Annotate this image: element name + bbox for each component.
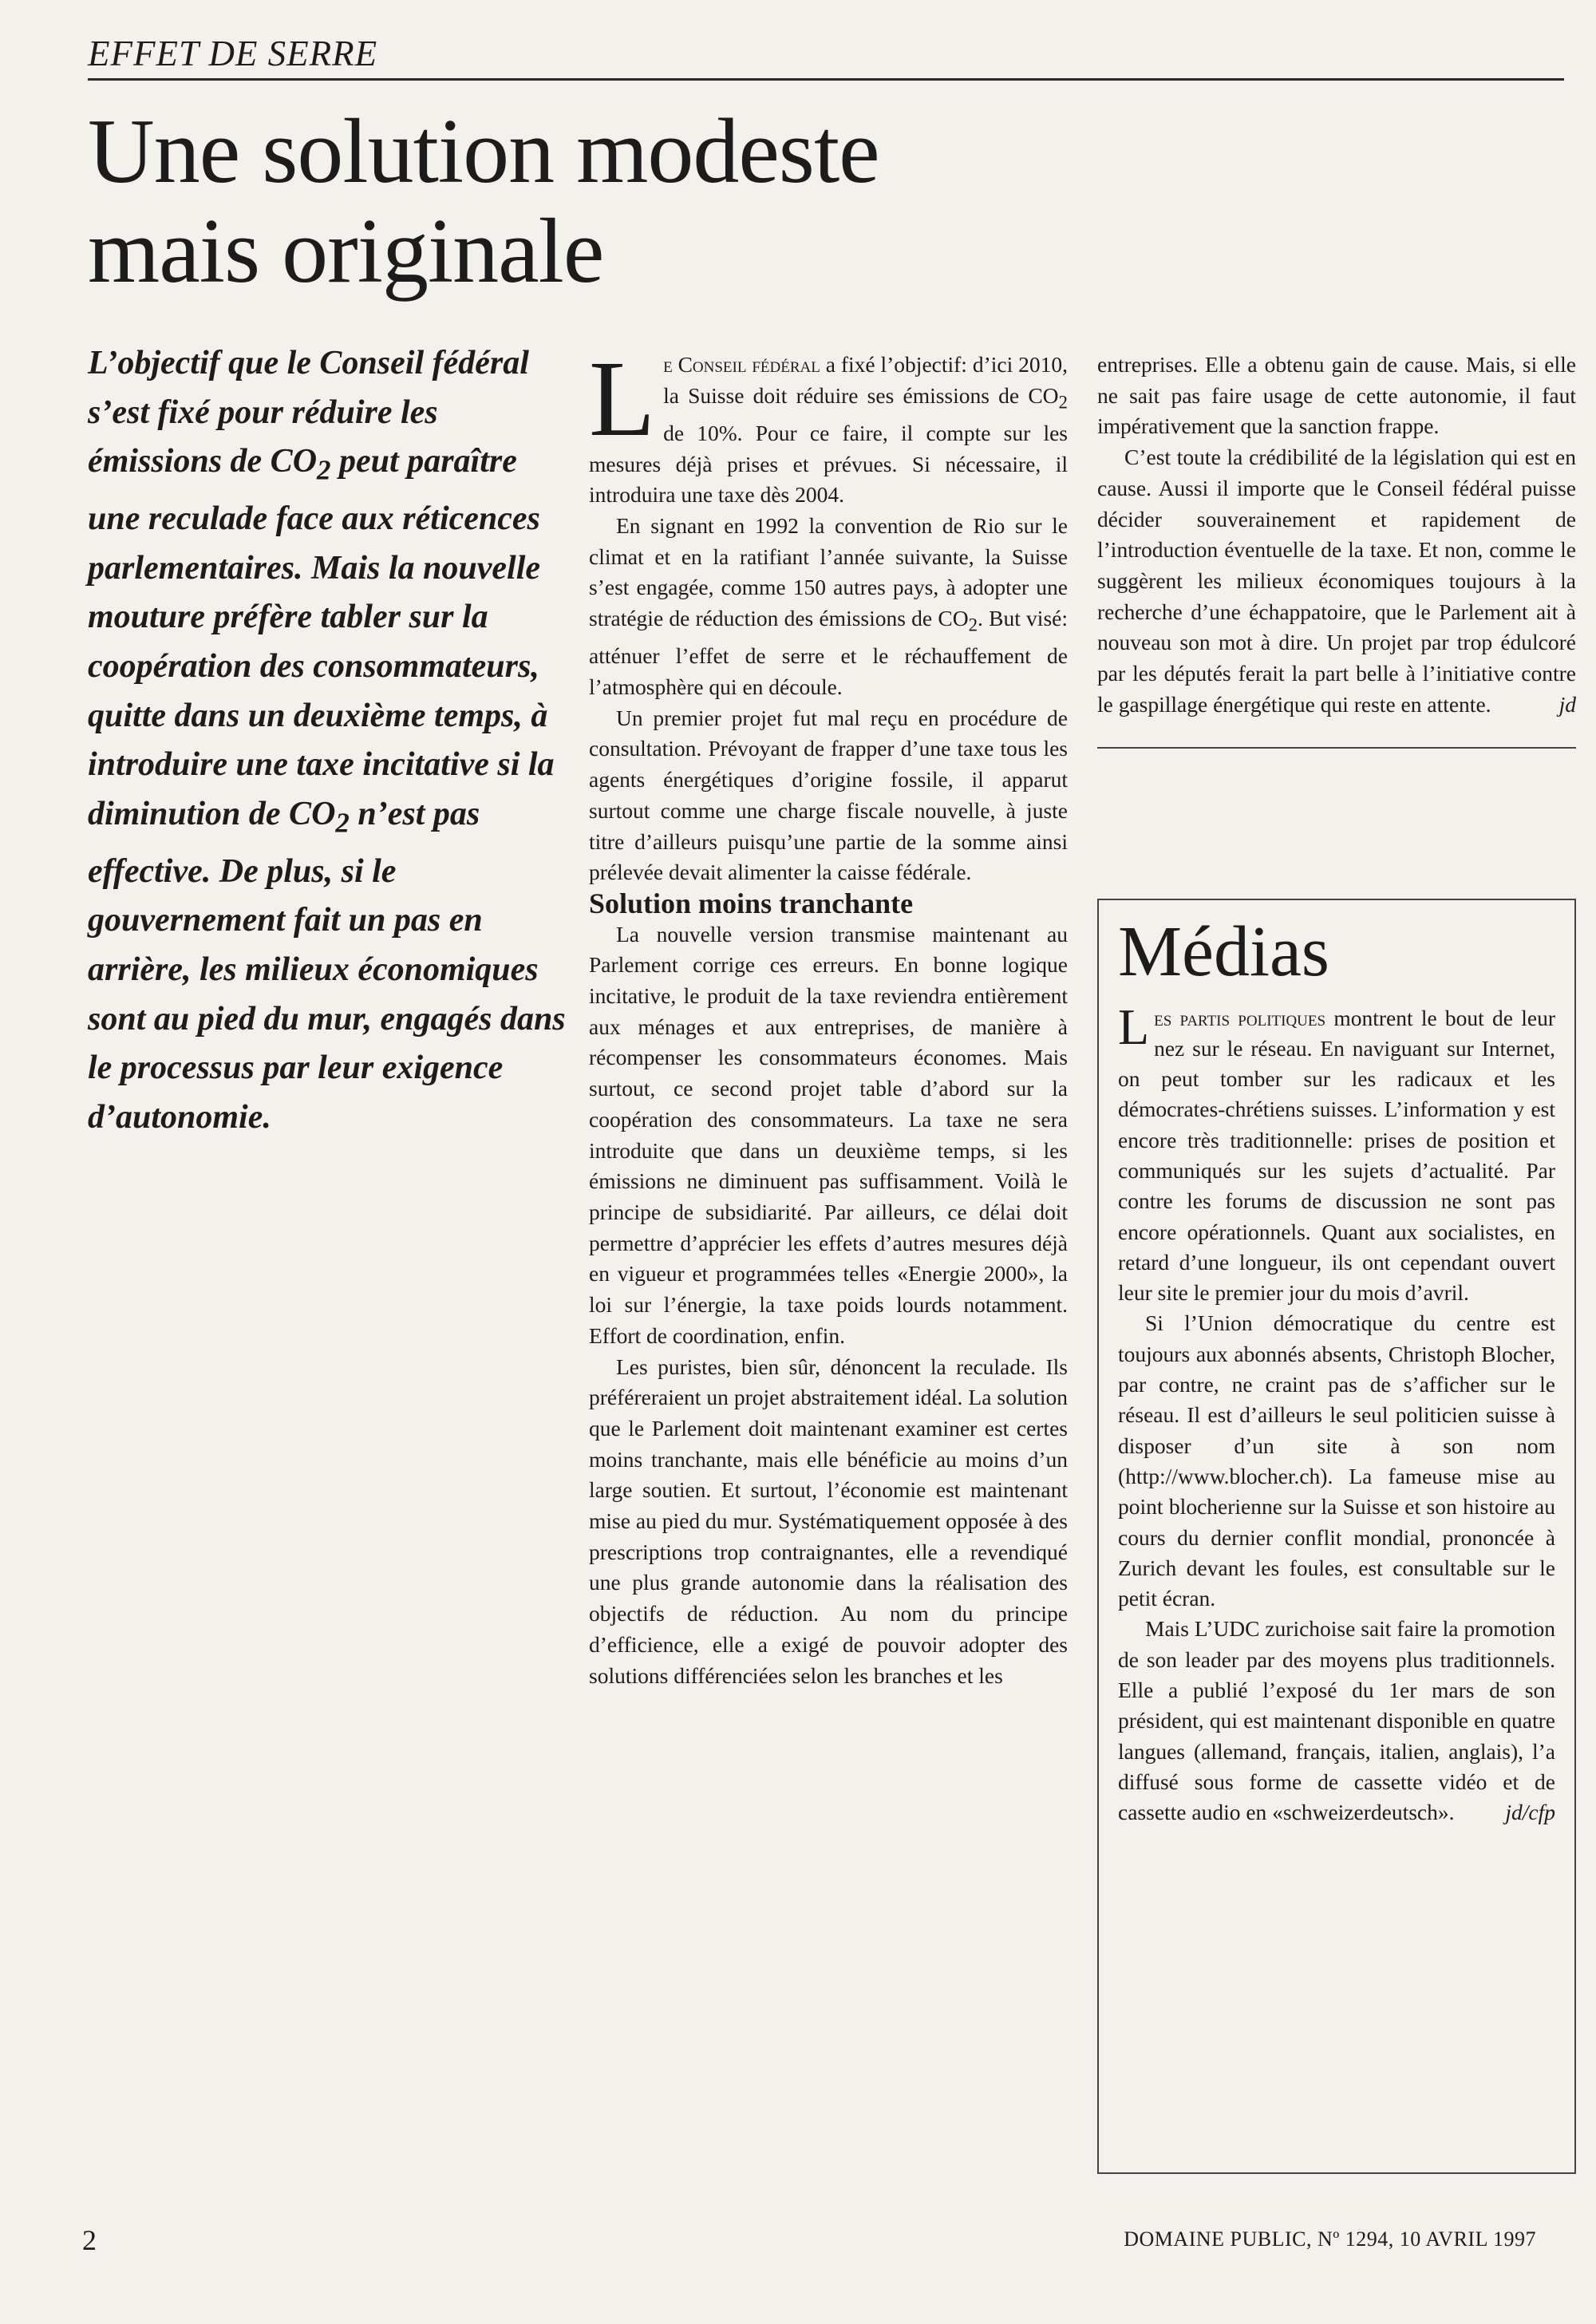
- headline-line-1: Une solution modeste: [88, 101, 879, 203]
- article-p1-b: de 10%. Pour ce faire, il compte sur les mesures déjà prises et prévues. Si nécessaire, il introduira une taxe dès 2004.: [589, 420, 1068, 508]
- article-column-middle: [589, 339, 1068, 1691]
- sidebar-paragraph-1: [1118, 998, 1555, 1309]
- article-column-right: [1097, 350, 1576, 749]
- article-p1-sub: 2: [1058, 392, 1068, 413]
- article-signature: jd: [1558, 691, 1576, 717]
- article-p2-b: . But visé: atténuer l’effet de serre et le réchauffement de l’atmosphère qui en découle.: [589, 606, 1068, 700]
- article-paragraph-6: [1097, 442, 1576, 720]
- sidebar-dropcap: L: [1118, 998, 1150, 1055]
- article-p6-text: C’est toute la crédibilité de la législation qui est en cause. Aussi il importe que le Conseil fédéral puisse décider souverainement et rapidement de l’introduction éventuelle de la taxe. Et non, comme le suggèrent les milieux économiques toujours à la recherche d’une échappatoire, que le Parlement ait à nouveau son mot à dire. Un projet par trop édulcoré par les députés ferait la part belle à l’initiative contre le gaspillage énergétique qui reste en attente.: [1097, 445, 1576, 717]
- sidebar-paragraph-2: Si l’Union démocratique du centre est toujours aux abonnés absents, Christoph Blocher, par contre, ne craint pas de s’afficher sur le réseau. Il est d’ailleurs le seul politicien suisse à disposer d’un site à son nom (http://www.blocher.ch). La fameuse mise au point blocherienne sur la Suisse et son histoire au cours du dernier conflit mondial, prononcée à Zurich devant les foules, est consultable sur le petit écran.: [1118, 1310, 1555, 1611]
- lead-text-3: n’est pas effective. De plus, si le gouvernement fait un pas en arrière, les milieux économiques sont au pied du mur, engagés dans le processus par leur exigence d’autonomie.: [88, 795, 566, 1136]
- headline: [88, 102, 1205, 302]
- sidebar-signature: jd/cfp: [1505, 1800, 1555, 1825]
- medias-sidebar-box: [1097, 899, 1576, 2174]
- sidebar-title: Médias: [1118, 912, 1329, 991]
- page-number: 2: [82, 2224, 97, 2256]
- article-paragraph-2: [589, 511, 1068, 703]
- lead-text-1: L’objectif que le Conseil fédéral s’est fixé pour réduire les émissions de CO: [88, 345, 529, 480]
- article-paragraph-1: [589, 339, 1068, 511]
- article-subhead: Solution moins tranchante: [589, 887, 914, 919]
- article-dropcap: L: [589, 339, 656, 459]
- article-paragraph-4: La nouvelle version transmise maintenant au Parlement corrige ces erreurs. En bonne logique incitative, le produit de la taxe reviendra entièrement aux ménages et aux entreprises, de manière à récompenser les consommateurs économes. Mais surtout, ce second projet table d’abord sur la coopération des consommateurs. La taxe ne sera introduite que dans un deuxième temps, si les émissions ne diminuent pas suffisamment. Voilà le principe de subsidiarité. Par ailleurs, ce délai doit permettre d’apprécier les effets d’autres mesures déjà en vigueur et programmées telles «Energie 2000», la loi sur l’énergie, la taxe poids lourds notamment. Effort de coordination, enfin.: [589, 921, 1068, 1348]
- column-divider-rule: [1097, 747, 1576, 749]
- lead-sub-2: 2: [335, 807, 350, 839]
- article-paragraph-3: Un premier projet fut mal reçu en procédure de consultation. Prévoyant de frapper d’une taxe tous les agents énergétiques d’origine fossile, il apparut surtout comme une charge fiscale nouvelle, à juste titre d’ailleurs puisqu’une partie de la somme ainsi prélevée devait alimenter la caisse fédérale.: [589, 705, 1068, 885]
- lead-sub-1: 2: [317, 454, 331, 486]
- article-p1-a: a fixé l’objectif: d’ici 2010, la Suisse doit réduire ses émissions de CO: [663, 352, 1068, 408]
- article-p2-sub: 2: [968, 615, 978, 635]
- sidebar-p3-text: Mais L’UDC zurichoise sait faire la promotion de son leader par des moyens plus traditionnels. Elle a publié l’exposé du 1er mars de son président, qui est maintenant disponible en quatre langues (allemand, français, italien, anglais), l’a diffusé sous forme de cassette vidéo et de cassette audio en «schweizerdeutsch».: [1118, 1616, 1555, 1825]
- lead-text-2: peut paraître une reculade face aux réticences parlementaires. Mais la nouvelle mouture préfère tabler sur la coopération des consommateurs, quitte dans un deuxième temps, à introduire une taxe incitative si la diminution de CO: [88, 443, 555, 832]
- article-p2-a: En signant en 1992 la convention de Rio sur le climat et en la ratifiant l’année suivante, la Suisse s’est engagée, comme 150 autres pays, à adopter une stratégie de réduction des émissions de CO: [589, 513, 1068, 631]
- article-paragraph-5-continued: entreprises. Elle a obtenu gain de cause. Mais, si elle ne sait pas faire usage de cette autonomie, il faut impérativement que la sanction frappe.: [1097, 352, 1576, 439]
- lead-paragraph: [88, 339, 575, 1142]
- sidebar-paragraph-3: [1118, 1614, 1555, 1828]
- headline-line-2: mais originale: [88, 200, 604, 303]
- sidebar-opening-smallcaps: es partis politiques: [1154, 1005, 1326, 1030]
- article-opening-smallcaps: e Conseil fédéral: [663, 352, 820, 377]
- sidebar-p1-text: montrent le bout de leur nez sur le réseau. En naviguant sur Internet, on peut tomber sur les radicaux et les démocrates-chrétiens suisses. L’information y est encore très traditionnelle: prises de position et communiqués sur les sujets d’actualité. Par contre les forums de discussion ne sont pas encore opérationnels. Quant aux socialistes, en retard d’une longueur, ils ont cependant ouvert leur site le premier jour du mois d’avril.: [1118, 1005, 1555, 1306]
- publication-info: DOMAINE PUBLIC, Nº 1294, 10 AVRIL 1997: [1124, 2227, 1536, 2251]
- article-paragraph-5: Les puristes, bien sûr, dénoncent la reculade. Ils préféreraient un projet abstraitement idéal. La solution que le Parlement doit maintenant examiner est certes moins tranchante, mais elle bénéficie au moins d’un large soutien. Et surtout, l’économie est maintenant mise au pied du mur. Systématiquement opposée à des prescriptions trop contraignantes, elle a revendiqué une plus grande autonomie dans la réalisation des objectifs de réduction. Au nom du principe d’efficience, elle a exigé de pouvoir adopter des solutions différenciées selon les branches et les: [589, 1354, 1068, 1688]
- section-rubric: EFFET DE SERRE: [88, 34, 1564, 81]
